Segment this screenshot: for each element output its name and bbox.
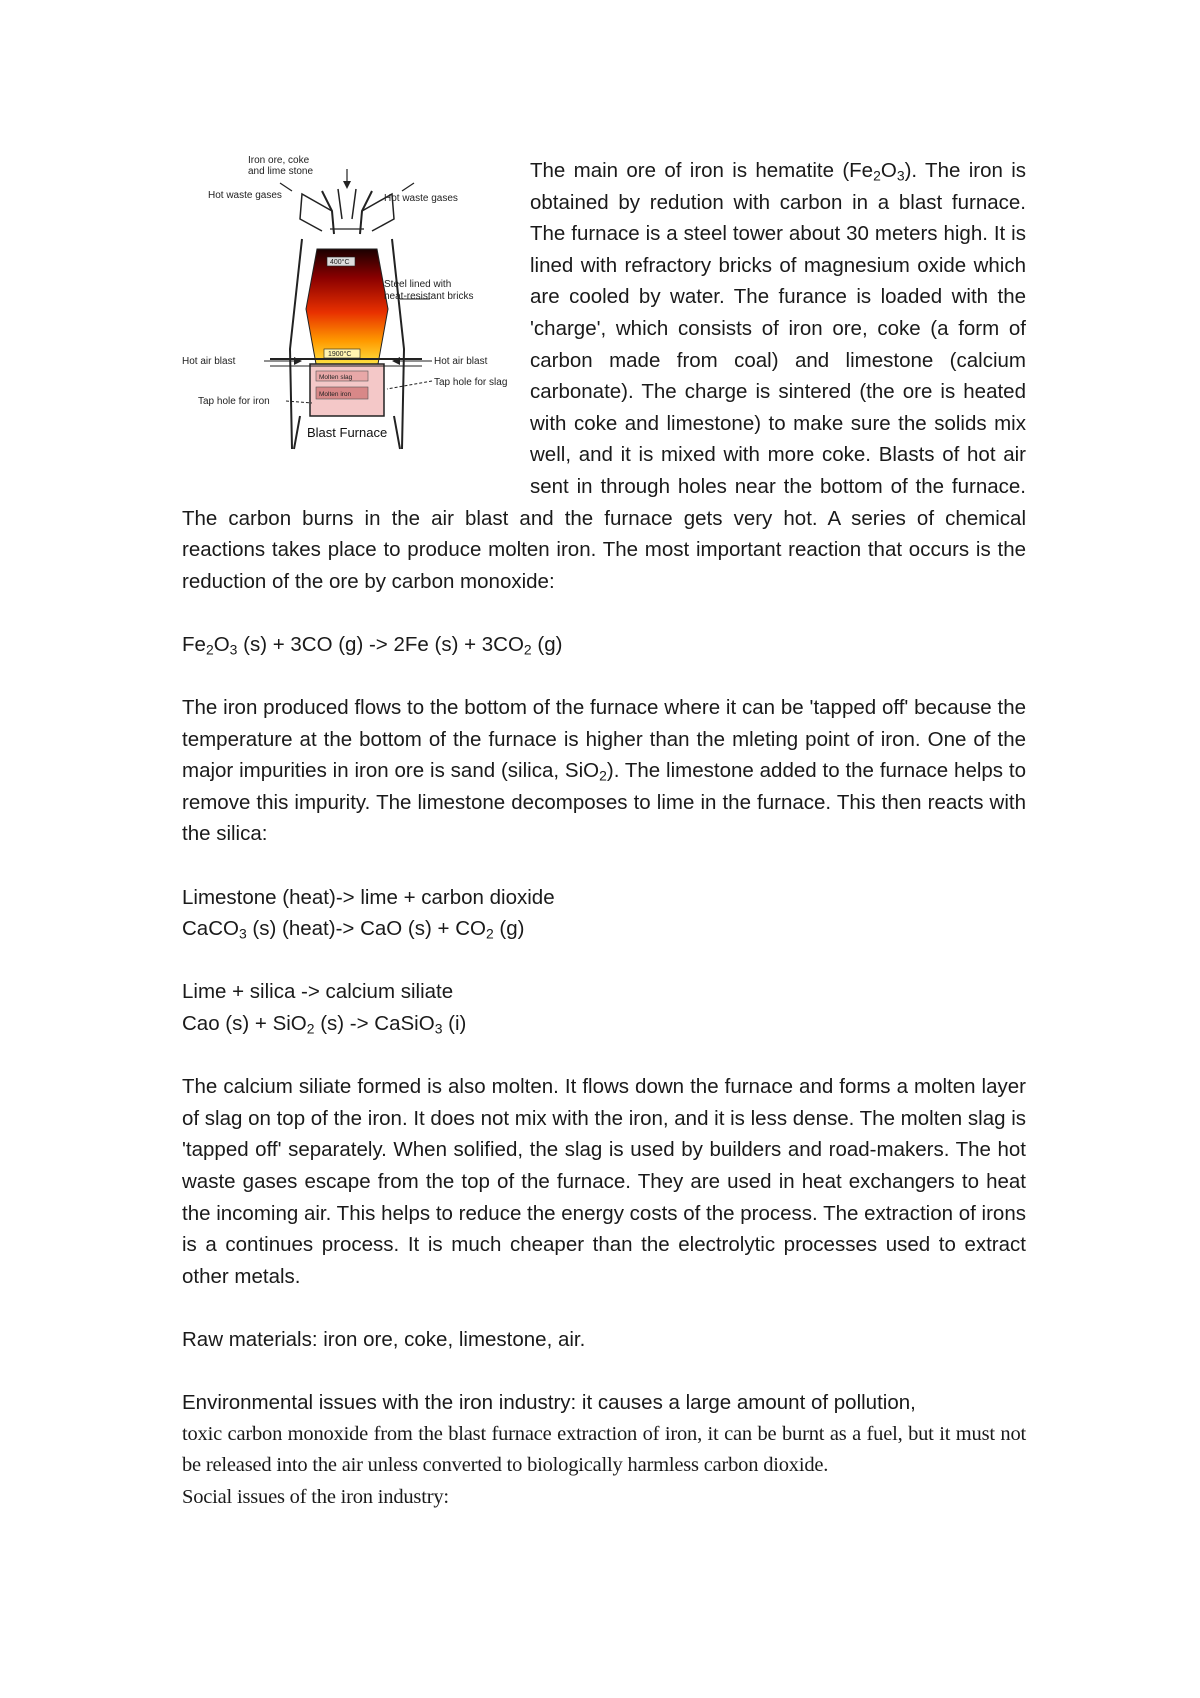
label-temp-top: 400°C [330,259,350,266]
label-air-right: Hot air blast [434,356,488,367]
label-waste-right: Hot waste gases [384,193,458,204]
raw-materials: Raw materials: iron ore, coke, limestone, air. [182,1327,586,1351]
blast-furnace-figure [182,149,522,484]
equation-silica: Cao (s) + SiO$_2$ (s) -> CaSiO$_3$ (i) [182,1012,467,1037]
label-tap-slag: Tap hole for slag [434,377,508,388]
equation-reduction: $Fe_2O_3$ (s) + 3CO (g) -> 2Fe $(s) + 3CO_2$ (g) [182,632,563,658]
equation-limestone-words: Limestone (heat)-> lime + carbon dioxide [182,885,555,909]
label-top-input-2: and lime stone [248,166,314,177]
label-top-input: Iron ore, coke [248,155,310,166]
label-tap-iron: Tap hole for iron [198,396,270,407]
environmental-issues-text: toxic carbon monoxide from the blast furnace extraction of iron, it can be burnt as a fuel, but it must not be released into the air unless converted to biologically harmless carbon dioxide. [182,1422,1026,1477]
label-slag-zone: Molten slag [319,374,353,381]
equation-silica-words: Lime + silica -> calcium siliate [182,980,454,1004]
environmental-issues-heading: Environmental issues with the iron industry: it causes a large amount of pollution, [182,1391,916,1415]
label-steel-2: heat-resistant bricks [384,291,474,302]
label-air-left: Hot air blast [182,356,236,367]
document-body [182,155,1026,1514]
equation-limestone: CaCO$_3$ (s) (heat)-> CaO $(s) + CO_2$ (g) [182,917,525,942]
label-temp-bottom: 1900°C [328,351,352,358]
blast-furnace-diagram [182,149,522,484]
tapping-paragraph: The iron produced flows to the bottom of the furnace where it can be 'tapped off' because the temperature at the bottom of the furnace is higher than the mleting point of iron. One of the major impurities in iron ore is sand (silica, SiO$_2$). The limestone added to the furnace helps to remove this impurity. The limestone decomposes to lime in the furnace. This then reacts with the silica: [182,696,1027,846]
label-waste-left: Hot waste gases [208,190,282,201]
label-steel: Steel lined with [384,279,452,290]
figure-caption: Blast Furnace [307,425,388,440]
label-iron-zone: Molten iron [319,391,352,398]
social-issues-heading: Social issues of the iron industry: [182,1485,449,1508]
slag-paragraph: The calcium siliate formed is also molten. It flows down the furnace and forms a molten layer of slag on top of the iron. It does not mix with the iron, and it is less dense. The molten slag is 'tapped off' separately. When solified, the slag is used by builders and road-makers. The hot waste gases escape from the top of the furnace. They are used in heat exchangers to heat the incoming air. This helps to reduce the energy costs of the process. The extraction of irons is a continues process. It is much cheaper than the electrolytic processes used to extract other metals. [182,1075,1026,1288]
intro-paragraph: The main ore of iron is hematite $(Fe_2O_3)$. The iron is obtained by redution with carbon in a blast furnace. The furnace is a steel tower about 30 meters high. It is lined with refractory bricks of magnesium oxide which are cooled by water. The furance is loaded with the 'charge', which consists of iron ore, coke (a form of carbon made from coal) and limestone (calcium carbonate). The charge is sintered (the ore is heated with coke and limestone) to make sure the solids mix well, and it is mixed with more coke. Blasts of hot air sent in through holes near the bottom of the furnace. The carbon burns in the air blast and the furnace gets very hot. A series of chemical reactions takes place to produce molten iron. The most important reaction that occurs is the reduction of the ore by carbon monoxide: [182,159,1026,593]
